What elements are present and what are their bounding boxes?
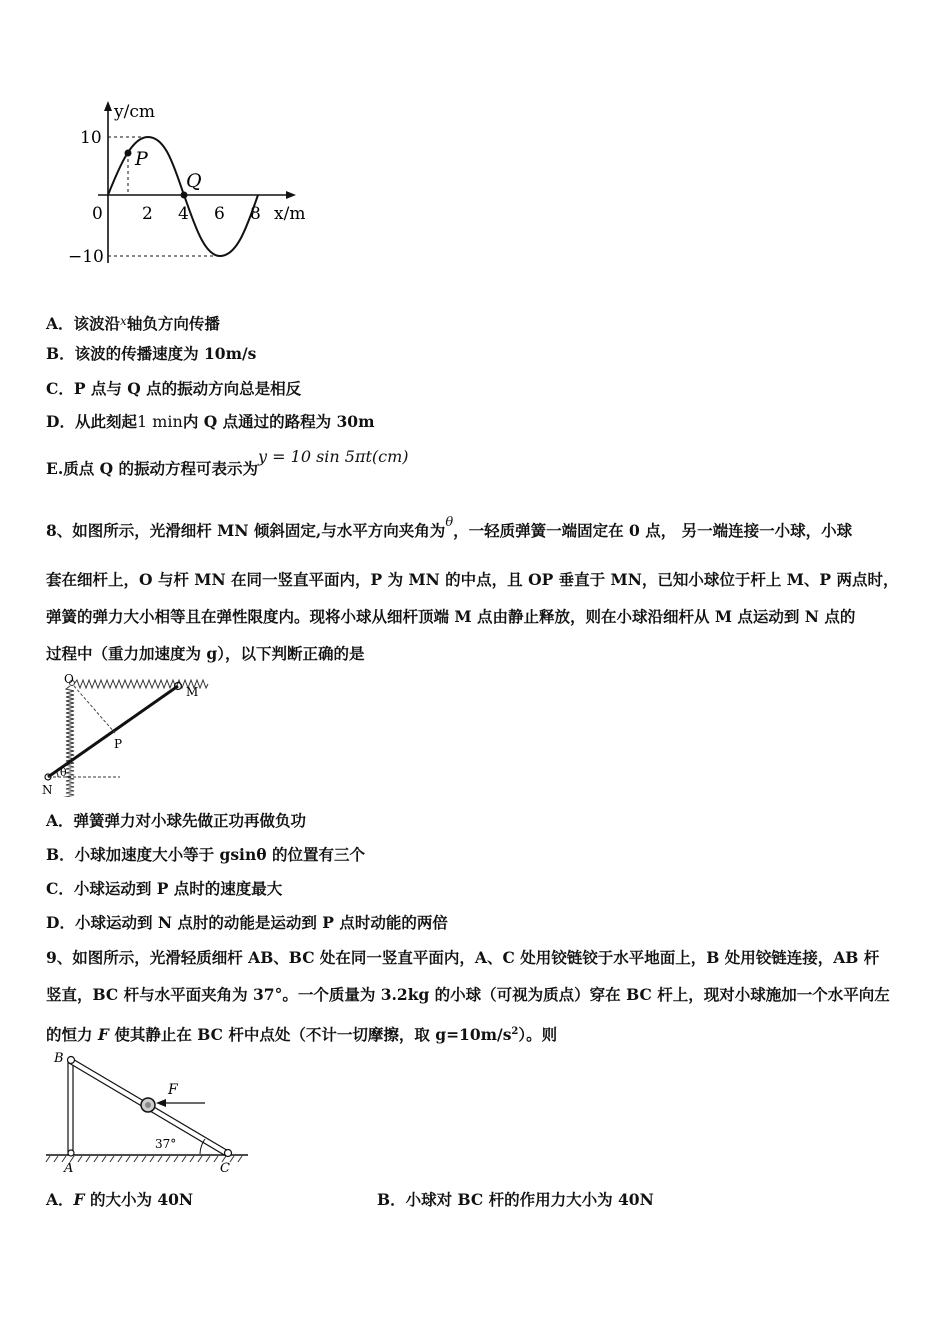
q7-option-a-pre: A．该波沿 xyxy=(46,314,121,333)
x-tick-6: 6 xyxy=(214,204,225,224)
rod-mn xyxy=(48,686,178,777)
hinge-a xyxy=(68,1150,74,1156)
point-q-marker xyxy=(181,192,188,199)
label-37: 37° xyxy=(155,1137,177,1151)
q8-option-b: B．小球加速度大小等于 gsinθ 的位置有三个 xyxy=(46,845,365,864)
q8-line-1 xyxy=(46,513,908,541)
q8-figure xyxy=(40,672,220,797)
q9-option-a-pre: A． xyxy=(46,1190,74,1209)
force-arrow-head xyxy=(156,1099,166,1107)
q7-option-a xyxy=(46,311,220,334)
q8-line-1-post: ，一轻质弹簧一端固定在 0 点， 另一端连接一小球，小球 xyxy=(453,521,853,540)
x-tick-4: 4 xyxy=(178,204,189,224)
hinge-b xyxy=(68,1057,75,1064)
point-p-marker xyxy=(125,150,132,157)
y-tick-10: 10 xyxy=(80,128,102,148)
q7-option-e xyxy=(46,447,409,479)
label-o: O xyxy=(64,672,74,686)
wave-figure xyxy=(62,95,322,275)
label-a: A xyxy=(64,1161,74,1176)
q8-theta: θ xyxy=(445,515,454,530)
q8-option-a: A．弹簧弹力对小球先做正功再做负功 xyxy=(46,811,307,830)
q9-line-3-pre: 的恒力 xyxy=(46,1025,98,1045)
q7-option-d xyxy=(46,412,374,432)
x-axis-arrow xyxy=(286,191,296,199)
q7-option-d-pre: D．从此刻起 xyxy=(46,412,137,431)
q9-line-2: 竖直，BC 杆与水平面夹角为 37°。一个质量为 3.2kg 的小球（可视为质点）穿在 BC 杆上，现对小球施加一个水平向左 xyxy=(46,985,890,1004)
q9-line-3 xyxy=(46,1022,908,1045)
x-tick-2: 2 xyxy=(142,204,153,224)
label-theta: θ xyxy=(60,766,67,779)
label-c: C xyxy=(220,1161,230,1176)
point-p-label: P xyxy=(135,148,148,170)
x-tick-8: 8 xyxy=(250,204,261,224)
x-axis-label: x/m xyxy=(274,204,306,224)
rod-ab xyxy=(68,1060,73,1154)
q9-option-a-f: F xyxy=(73,1190,85,1209)
y-axis-label: y/cm xyxy=(114,102,155,122)
q7-option-e-math: y = 10 sin 5πt(cm) xyxy=(258,447,409,466)
q7-option-b: B．该波的传播速度为 10m/s xyxy=(46,344,257,363)
q8-line-3: 弹簧的弹力大小相等且在弹性限度内。现将小球从细杆顶端 M 点由静止释放，则在小球沿细杆从 M 点运动到 N 点的 xyxy=(46,607,856,626)
q7-option-e-pre: E.质点 Q 的振动方程可表示为 xyxy=(46,459,259,478)
q9-line-1: 9、如图所示，光滑轻质细杆 AB、BC 处在同一竖直平面内，A、C 处用铰链铰于水平地面上，B 处用铰链连接，AB 杆 xyxy=(46,948,880,967)
q9-option-a-post: 的大小为 40N xyxy=(84,1190,194,1209)
q9-line-3-sup: 2 xyxy=(511,1026,519,1037)
q9-figure xyxy=(40,1048,255,1178)
q9-line-3-post: ）。则 xyxy=(518,1025,558,1045)
label-f: F xyxy=(168,1082,178,1098)
q9-option-b: B．小球对 BC 杆的作用力大小为 40N xyxy=(377,1190,654,1209)
label-b: B xyxy=(54,1051,64,1066)
q8-option-c: C．小球运动到 P 点时的速度最大 xyxy=(46,879,283,898)
ground-hatch xyxy=(46,1156,242,1162)
q7-option-a-var: x xyxy=(120,314,127,328)
q8-option-d: D．小球运动到 N 点肘的动能是运动到 P 点时动能的两倍 xyxy=(46,913,448,932)
label-m: M xyxy=(186,685,199,699)
q9-line-3-f: F xyxy=(97,1025,109,1045)
label-n: N xyxy=(42,783,53,797)
ball-highlight xyxy=(145,1102,151,1108)
q8-line-4: 过程中（重力加速度为 g），以下判断正确的是 xyxy=(46,644,365,663)
q8-line-2: 套在细杆上，O 与杆 MN 在同一竖直平面内，P 为 MN 的中点，且 OP 垂直于 MN，已知小球位于杆上 M、P 两点时， xyxy=(46,570,899,589)
label-p: P xyxy=(114,737,123,751)
q9-option-a xyxy=(46,1190,193,1210)
q7-option-c: C．P 点与 Q 点的振动方向总是相反 xyxy=(46,379,302,398)
y-tick-neg10: −10 xyxy=(68,247,104,267)
q9-line-3-mid: 使其静止在 BC 杆中点处（不计一切摩擦，取 g=10m/s xyxy=(108,1025,512,1045)
q7-option-a-post: 轴负方向传播 xyxy=(126,314,220,333)
q7-option-d-math: 1 min xyxy=(136,412,183,431)
y-axis-arrow xyxy=(104,101,112,111)
q8-line-1-pre: 8、如图所示，光滑细杆 MN 倾斜固定,与水平方向夹角为 xyxy=(46,521,446,540)
x-tick-0: 0 xyxy=(92,204,103,224)
hinge-c xyxy=(225,1150,232,1157)
q7-option-d-post: 内 Q 点通过的路程为 30m xyxy=(182,412,375,431)
op-dashed xyxy=(74,686,115,733)
spring-vertical xyxy=(54,686,74,797)
point-q-label: Q xyxy=(186,170,202,192)
